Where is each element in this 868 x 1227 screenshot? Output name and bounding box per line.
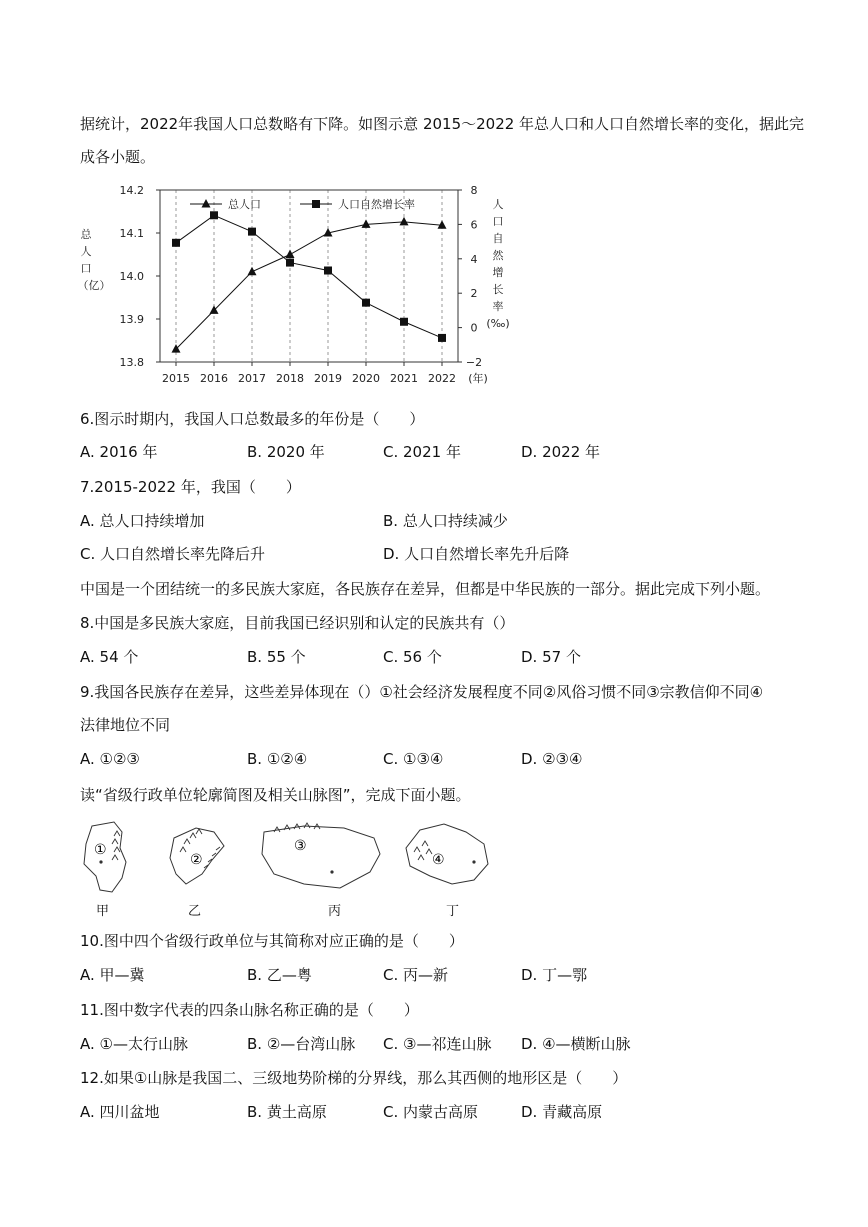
q6-option-a[interactable]: A. 2016 年 [80, 443, 158, 461]
x-tick-label: 2015 [162, 372, 190, 385]
map-label-jia: 甲 [96, 904, 110, 919]
y-right-label-char: 然 [492, 249, 504, 262]
right-axis-label [486, 198, 509, 330]
point-square [324, 266, 332, 274]
map-number-3: ③ [294, 838, 307, 854]
q7-stem: 7.2015-2022 年，我国（ ） [80, 478, 301, 496]
y-right-label-char: 人 [492, 198, 504, 211]
q7-option-d[interactable]: D. 人口自然增长率先升后降 [383, 545, 570, 563]
y-left-tick-label: 14.1 [119, 227, 144, 240]
q8-options [80, 646, 800, 668]
chart-legend [190, 197, 415, 211]
province-outline-maps [74, 818, 634, 898]
q6-stem: 6.图示时期内，我国人口总数最多的年份是（ ） [80, 410, 425, 428]
plot-frame [160, 190, 458, 362]
point-triangle [286, 250, 295, 259]
q11-stem: 11.图中数字代表的四条山脉名称正确的是（ ） [80, 1001, 419, 1019]
q7-option-c[interactable]: C. 人口自然增长率先降后升 [80, 545, 266, 563]
y-left-label-char: 总 [80, 228, 92, 241]
map-label-ding: 丁 [446, 904, 460, 919]
x-tick-label: 2016 [200, 372, 228, 385]
y-right-label-char: 长 [492, 283, 504, 296]
q11-option-d[interactable]: D. ④—横断山脉 [521, 1035, 631, 1053]
q6-options [80, 441, 800, 463]
chart-series [172, 211, 447, 352]
x-tick-label: 2017 [238, 372, 266, 385]
q6-option-b[interactable]: B. 2020 年 [247, 443, 325, 461]
intro-text-1-cont: 成各小题。 [80, 148, 156, 166]
point-square [172, 239, 180, 247]
legend-marker-square [312, 200, 320, 208]
y-right-label-char: 率 [492, 300, 504, 313]
q12-option-a[interactable]: A. 四川盆地 [80, 1103, 160, 1121]
legend-marker-triangle [202, 199, 211, 208]
x-tick-label: 2021 [390, 372, 418, 385]
q7-options-row1 [80, 510, 800, 532]
point-square [286, 259, 294, 267]
q12-option-d[interactable]: D. 青藏高原 [521, 1103, 603, 1121]
point-square [362, 299, 370, 307]
q8-option-c[interactable]: C. 56 个 [383, 648, 442, 666]
y-left-tick-label: 14.0 [119, 270, 144, 283]
q8-option-a[interactable]: A. 54 个 [80, 648, 139, 666]
q9-options [80, 748, 800, 770]
series-line-triangle [176, 222, 442, 349]
intro-text-3: 读“省级行政单位轮廓简图及相关山脉图”，完成下面小题。 [80, 786, 471, 804]
mountain-2-icon [180, 829, 202, 852]
y-left-label-char: 口 [80, 262, 92, 275]
x-unit-label: (年) [468, 372, 488, 385]
population-chart [78, 178, 528, 393]
q11-options [80, 1033, 800, 1055]
q9-option-c[interactable]: C. ①③④ [383, 750, 444, 768]
x-tick-labels [162, 371, 488, 385]
q6-option-d[interactable]: D. 2022 年 [521, 443, 601, 461]
q11-option-b[interactable]: B. ②—台湾山脉 [247, 1035, 356, 1053]
point-triangle [400, 217, 409, 226]
y-right-tick-label: 2 [470, 287, 478, 301]
legend-label-1: 总人口 [228, 198, 261, 211]
q12-options [80, 1101, 800, 1123]
x-tick-label: 2018 [276, 372, 304, 385]
left-axis-label [78, 228, 111, 292]
q11-option-c[interactable]: C. ③—祁连山脉 [383, 1035, 492, 1053]
mountain-1-icon [112, 831, 120, 860]
q9-stem: 9.我国各民族存在差异，这些差异体现在（）①社会经济发展程度不同②风俗习惯不同③宗教信仰不同④ [80, 683, 764, 701]
q12-stem: 12.如果①山脉是我国二、三级地势阶梯的分界线，那么其西侧的地形区是（ ） [80, 1069, 628, 1087]
intro-text-2: 中国是一个团结统一的多民族大家庭，各民族存在差异，但都是中华民族的一部分。据此完成下列小题。 [80, 580, 771, 598]
x-tick-label: 2022 [428, 372, 456, 385]
map-ding-outline [406, 824, 488, 884]
y-right-tick-label: 0 [470, 321, 478, 335]
q7-options-row2 [80, 543, 800, 565]
point-square [400, 318, 408, 326]
point-square [438, 334, 446, 342]
y-right-tick-label: −2 [465, 356, 483, 369]
point-triangle [248, 267, 257, 276]
q8-option-d[interactable]: D. 57 个 [521, 648, 581, 666]
q10-stem: 10.图中四个省级行政单位与其简称对应正确的是（ ） [80, 932, 464, 950]
q9-option-d[interactable]: D. ②③④ [521, 750, 583, 768]
q8-option-b[interactable]: B. 55 个 [247, 648, 306, 666]
y-left-tick-label: 14.2 [119, 184, 144, 197]
y-right-tick-label: 8 [470, 184, 478, 197]
intro-text-1: 据统计，2022年我国人口总数略有下降。如图示意 2015～2022 年总人口和人口自然增长率的变化，据此完 [80, 115, 805, 133]
y-left-tick-label: 13.8 [119, 356, 144, 369]
left-tick-labels [120, 184, 145, 369]
x-tick-label: 2019 [314, 372, 342, 385]
q7-option-a[interactable]: A. 总人口持续增加 [80, 512, 205, 530]
q10-option-d[interactable]: D. 丁—鄂 [521, 966, 588, 984]
q10-option-b[interactable]: B. 乙—粤 [247, 966, 312, 984]
y-right-label-char: 增 [492, 266, 504, 279]
map-number-4: ④ [432, 852, 445, 868]
point-triangle [362, 219, 371, 228]
q12-option-b[interactable]: B. 黄土高原 [247, 1103, 327, 1121]
y-right-tick-label: 4 [470, 252, 478, 266]
q10-option-c[interactable]: C. 丙—新 [383, 966, 449, 984]
y-left-label-char: （亿） [78, 279, 111, 292]
right-tick-labels [466, 184, 482, 369]
q12-option-c[interactable]: C. 内蒙古高原 [383, 1103, 479, 1121]
point-square [248, 228, 256, 236]
y-right-label-char: (‰) [486, 317, 510, 330]
y-right-label-char: 自 [492, 232, 504, 245]
point-square [210, 211, 218, 219]
x-tick-label: 2020 [352, 372, 380, 385]
y-right-label-char: 口 [492, 215, 504, 228]
q9-option-b[interactable]: B. ①②④ [247, 750, 308, 768]
map-number-1: ① [94, 842, 107, 858]
map-label-yi: 乙 [188, 904, 202, 919]
q9-option-a[interactable]: A. ①②③ [80, 750, 140, 768]
map-label-bing: 丙 [328, 904, 342, 919]
y-left-label-char: 人 [80, 245, 92, 258]
q9-stem-cont: 法律地位不同 [80, 716, 171, 734]
q8-stem: 8.中国是多民族大家庭，目前我国已经识别和认定的民族共有（） [80, 614, 515, 632]
y-right-tick-label: 6 [470, 218, 478, 232]
mountain-4-icon [414, 841, 432, 860]
q6-option-c[interactable]: C. 2021 年 [383, 443, 461, 461]
q10-options [80, 964, 800, 986]
chart-axes [156, 190, 462, 366]
legend-label-2: 人口自然增长率 [338, 198, 415, 211]
map-number-2: ② [190, 852, 203, 868]
q11-option-a[interactable]: A. ①—太行山脉 [80, 1035, 188, 1053]
y-left-tick-label: 13.9 [119, 313, 144, 326]
map-bing-outline [262, 826, 380, 888]
q7-option-b[interactable]: B. 总人口持续减少 [383, 512, 508, 530]
q10-option-a[interactable]: A. 甲—冀 [80, 966, 145, 984]
